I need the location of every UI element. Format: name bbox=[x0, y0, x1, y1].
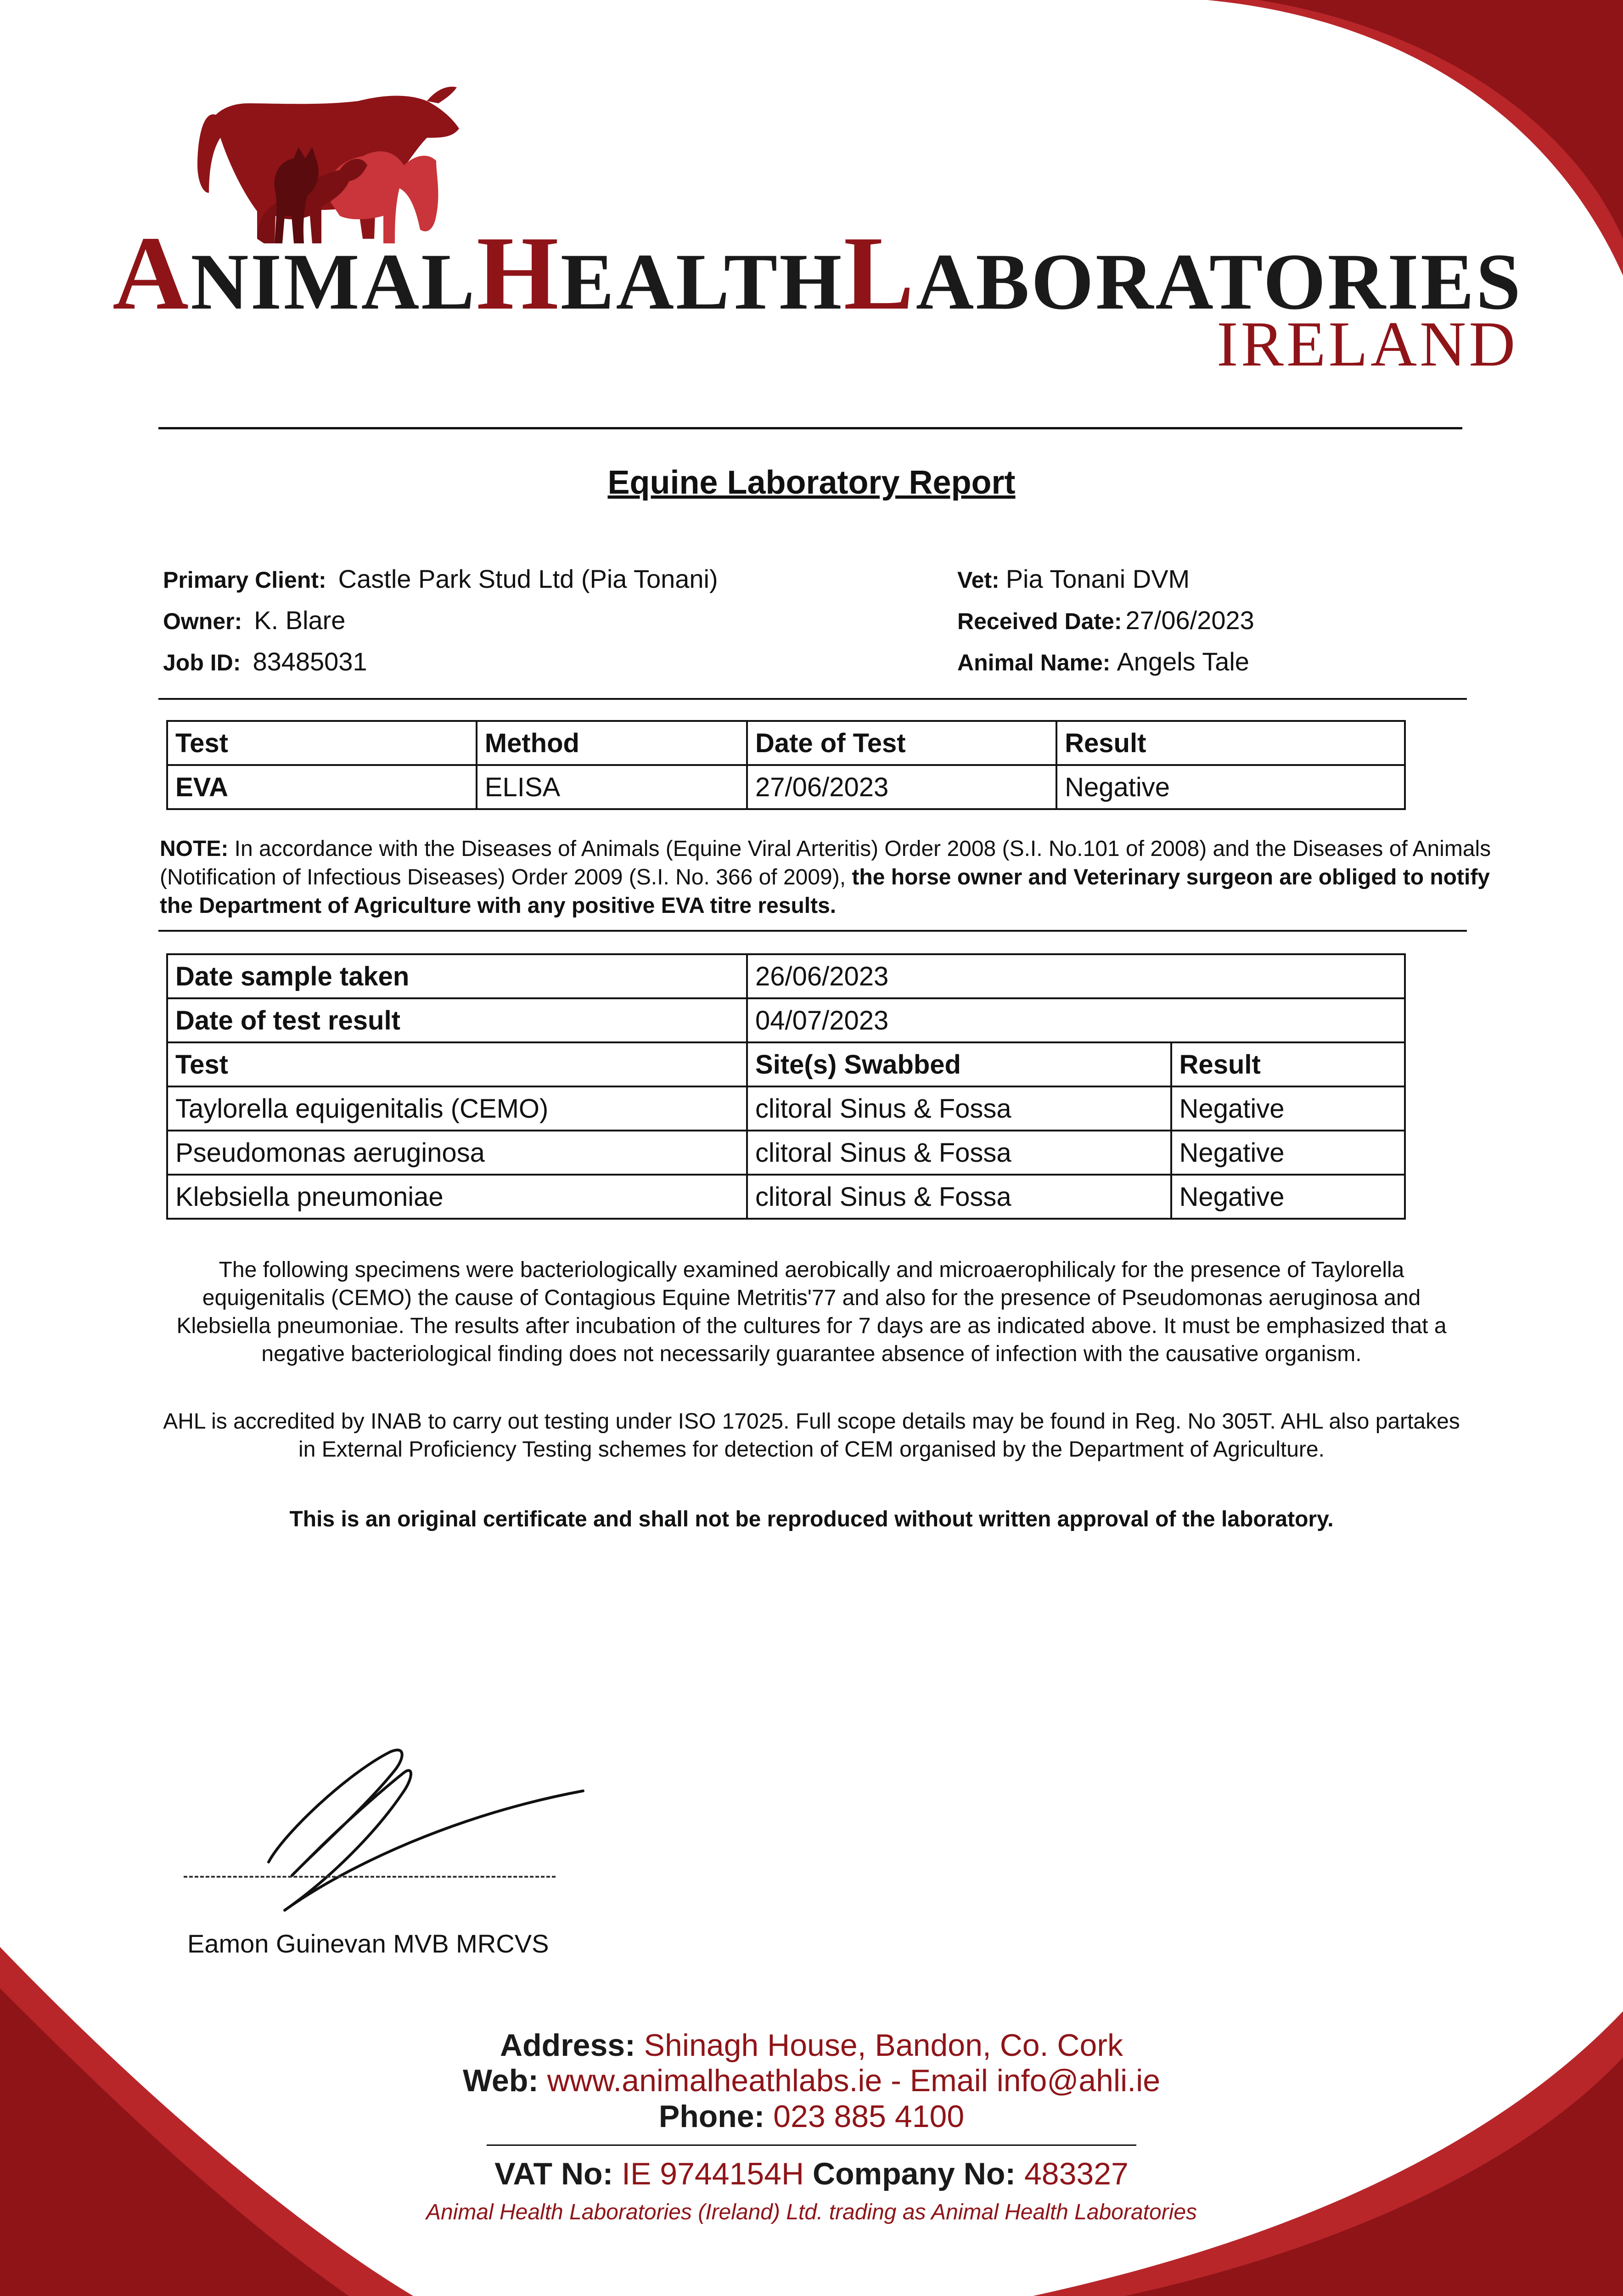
swab-result: Negative bbox=[1171, 1131, 1405, 1175]
footer-divider bbox=[487, 2144, 1136, 2146]
web-value[interactable]: www.animalheathlabs.ie - Email info@ahli.ie bbox=[547, 2063, 1161, 2098]
eva-header-date: Date of Test bbox=[747, 721, 1056, 765]
footer-registration bbox=[0, 2156, 1623, 2192]
phone-label: Phone: bbox=[658, 2099, 765, 2134]
company-label: Company No: bbox=[813, 2156, 1016, 2191]
logo-word-nimal: NIMAL bbox=[191, 237, 477, 326]
eva-method: ELISA bbox=[477, 765, 747, 809]
phone-value: 023 885 4100 bbox=[773, 2099, 965, 2134]
note-text: In accordance with the Diseases of Animals (Equine Viral Arteritis) Order 2008 (S.I. No.101 of 2008) and the Diseases of Animals (Notification of Infectious Diseases) Order 2009 (S.I. No. 366 of 2009), bbox=[160, 837, 1491, 889]
swab-header-test: Test bbox=[167, 1042, 747, 1086]
vat-value: IE 9744154H bbox=[622, 2156, 804, 2191]
eva-header-method: Method bbox=[477, 721, 747, 765]
owner-label: Owner: bbox=[163, 608, 242, 634]
logo-letter-h: H bbox=[476, 214, 561, 332]
eva-test: EVA bbox=[167, 765, 477, 809]
date-result-value: 04/07/2023 bbox=[747, 998, 1405, 1042]
logo-word-aboratories: ABORATORIES bbox=[915, 237, 1523, 326]
date-taken-value: 26/06/2023 bbox=[747, 954, 1405, 998]
received-date-label: Received Date: bbox=[957, 608, 1122, 634]
swab-site: clitoral Sinus & Fossa bbox=[747, 1175, 1171, 1219]
vet-value: Pia Tonani DVM bbox=[1005, 564, 1190, 593]
eva-result: Negative bbox=[1056, 765, 1405, 809]
logo-letter-a: A bbox=[112, 214, 191, 332]
note-lead: NOTE: bbox=[160, 837, 229, 861]
primary-client-value: Castle Park Stud Ltd (Pia Tonani) bbox=[338, 564, 718, 593]
logo-word-ealth: EALTH bbox=[560, 237, 844, 326]
swab-test: Taylorella equigenitalis (CEMO) bbox=[167, 1086, 747, 1131]
company-value: 483327 bbox=[1024, 2156, 1129, 2191]
swab-header-site: Site(s) Swabbed bbox=[747, 1042, 1171, 1086]
eva-date: 27/06/2023 bbox=[747, 765, 1056, 809]
date-taken-label: Date sample taken bbox=[167, 954, 747, 998]
date-result-label: Date of test result bbox=[167, 998, 747, 1042]
logo-country: IRELAND bbox=[1217, 309, 1518, 380]
received-date-value: 27/06/2023 bbox=[1125, 606, 1254, 635]
swab-site: clitoral Sinus & Fossa bbox=[747, 1086, 1171, 1131]
primary-client-label: Primary Client: bbox=[163, 567, 326, 593]
accreditation-paragraph: AHL is accredited by INAB to carry out testing under ISO 17025. Full scope details may be found in Reg. No 305T. AHL also partakes in External Proficiency Testing schemes for detection of CEM organised by the Department of Agriculture. bbox=[163, 1409, 1460, 1462]
swab-site: clitoral Sinus & Fossa bbox=[747, 1131, 1171, 1175]
specimens-paragraph: The following specimens were bacteriologically examined aerobically and microaerophilicaly for the presence of Taylorella equigenitalis (CEMO) the cause of Contagious Equine Metritis'77 and also for the presence of Pseudomonas aeruginosa and Klebsiella pneumoniae. The results after incubation of the cultures for 7 days are as indicated above. It must be emphasized that a negative bacteriological finding does not necessarily guarantee absence of infection with the causative organism. bbox=[176, 1258, 1447, 1366]
swab-header-result: Result bbox=[1171, 1042, 1405, 1086]
original-certificate-statement: This is an original certificate and shall not be reproduced without written approval of the laboratory. bbox=[289, 1507, 1334, 1531]
vet-label: Vet: bbox=[957, 567, 1000, 593]
animal-name-value: Angels Tale bbox=[1117, 647, 1249, 676]
eva-header-test: Test bbox=[167, 721, 477, 765]
web-label: Web: bbox=[462, 2063, 539, 2098]
swab-result: Negative bbox=[1171, 1175, 1405, 1219]
logo-letter-l: L bbox=[843, 214, 916, 332]
owner-value: K. Blare bbox=[254, 606, 346, 635]
footer-phone bbox=[0, 2099, 1623, 2134]
signature-line bbox=[184, 1876, 556, 1878]
animal-name-label: Animal Name: bbox=[957, 650, 1111, 675]
job-id-label: Job ID: bbox=[163, 650, 241, 675]
eva-header-result: Result bbox=[1056, 721, 1405, 765]
swab-test: Pseudomonas aeruginosa bbox=[167, 1131, 747, 1175]
swab-test: Klebsiella pneumoniae bbox=[167, 1175, 747, 1219]
address-label: Address: bbox=[500, 2028, 635, 2063]
footer-address bbox=[0, 2027, 1623, 2063]
signatory-name: Eamon Guinevan MVB MRCVS bbox=[187, 1929, 549, 1958]
job-id-value: 83485031 bbox=[253, 647, 367, 676]
trading-statement: Animal Health Laboratories (Ireland) Ltd. trading as Animal Health Laboratories bbox=[426, 2200, 1197, 2224]
swab-result: Negative bbox=[1171, 1086, 1405, 1131]
address-value: Shinagh House, Bandon, Co. Cork bbox=[644, 2028, 1123, 2063]
report-title: Equine Laboratory Report bbox=[607, 464, 1016, 501]
footer-web bbox=[0, 2063, 1623, 2099]
note-bold-tail: the horse owner and Veterinary surgeon are obliged to notify the Department of Agriculture with any positive EVA titre results. bbox=[160, 865, 1490, 918]
vat-label: VAT No: bbox=[494, 2156, 613, 2191]
